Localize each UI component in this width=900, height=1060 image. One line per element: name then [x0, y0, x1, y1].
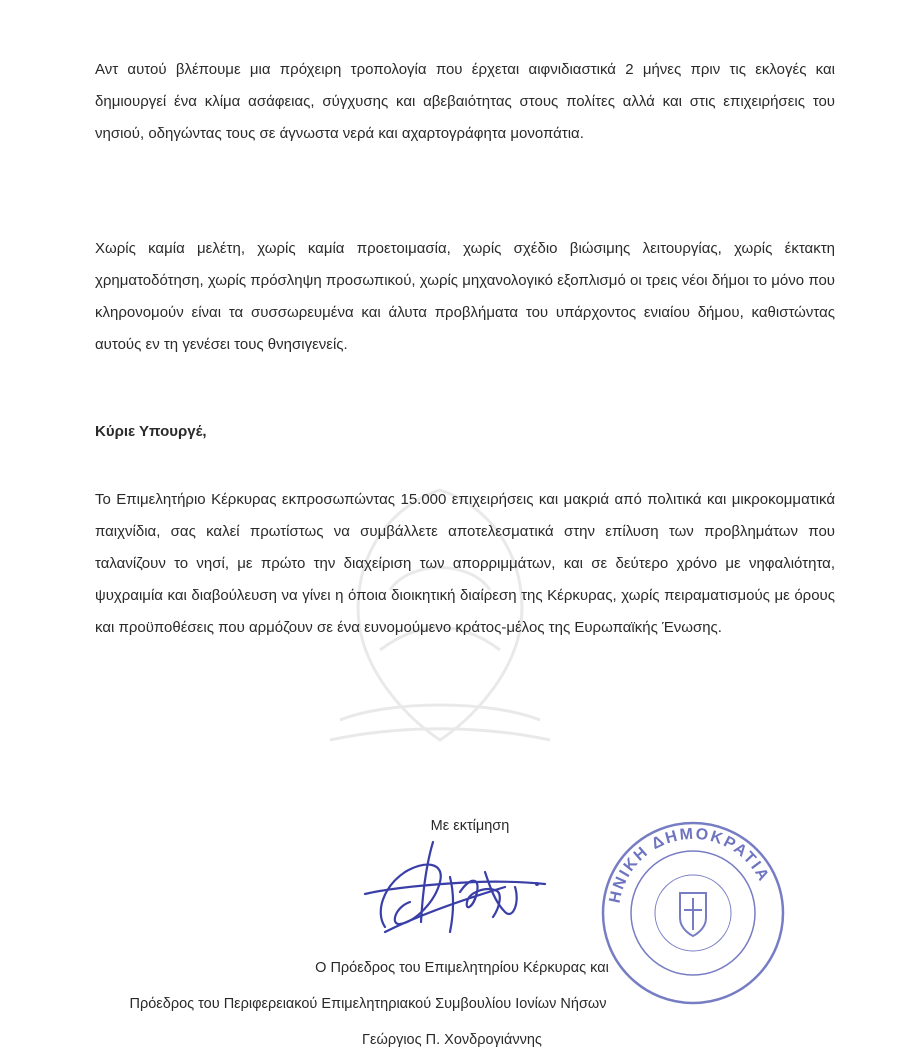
paragraph-3: Το Επιμελητήριο Κέρκυρας εκπροσωπώντας 15.000 επιχειρήσεις και μακριά από πολιτικά και μικροκομματικά παιχνίδια, σας καλεί πρωτίστως να συμβάλλετε αποτελεσματικά στην επίλυση των προβλημάτων που ταλανίζουν το νησί, με πρώτο την διαχείριση των απορριμμάτων, και σε δεύτερο χρόνο με νηφαλιότητα, ψυχραιμία και διαβούλευση να γίνει η όποια διοικητική διαίρεση της Κέρκυρας, χωρίς πειραματισμούς με όρους και προϋποθέσεις που αρμόζουν σε ένα ευνομούμενο κράτος-μέλος της Ευρωπαϊκής Ένωσης. [95, 491, 835, 636]
signatory-line-2: Πρόεδρος του Περιφερειακού Επιμελητηριακού Συμβουλίου Ιονίων Νήσων [129, 996, 607, 1012]
salutation: Κύριε Υπουργέ, [95, 423, 207, 440]
signatory-name: Γεώργιος Π. Χονδρογιάννης [362, 1032, 542, 1048]
paragraph-1: Αντ αυτού βλέπουμε μια πρόχειρη τροπολογία που έρχεται αιφνιδιαστικά 2 μήνες πριν τις εκλογές και δημιουργεί ένα κλίμα ασάφειας, σύγχυσης και αβεβαιότητας στους πολίτες αλλά και στις επιχειρήσεις του νησιού, οδηγώντας τους σε άγνωστα νερά και αχαρτογράφητα μονοπάτια. [95, 61, 835, 142]
closing-line: Με εκτίμηση [430, 818, 510, 834]
handwritten-signature [355, 832, 555, 947]
paragraph-2: Χωρίς καμία μελέτη, χωρίς καμία προετοιμασία, χωρίς σχέδιο βιώσιμης λειτουργίας, χωρίς έκτακτη χρηματοδότηση, χωρίς πρόσληψη προσωπικού, χωρίς μηχανολογικό εξοπλισμό οι τρεις νέοι δήμοι το μόνο που κληρονομούν είναι τα συσσωρευμένα και άλυτα προβλήματα του υπάρχοντος ενιαίου δήμου, καθιστώντας αυτούς εν τη γενέσει τους θνησιγενείς. [95, 240, 835, 353]
stamp-text: ΗΝΙΚΗ ΔΗΜΟΚΡΑΤΙΑ [606, 825, 773, 905]
signatory-line-1: Ο Πρόεδρος του Επιμελητηρίου Κέρκυρας και [315, 960, 609, 976]
